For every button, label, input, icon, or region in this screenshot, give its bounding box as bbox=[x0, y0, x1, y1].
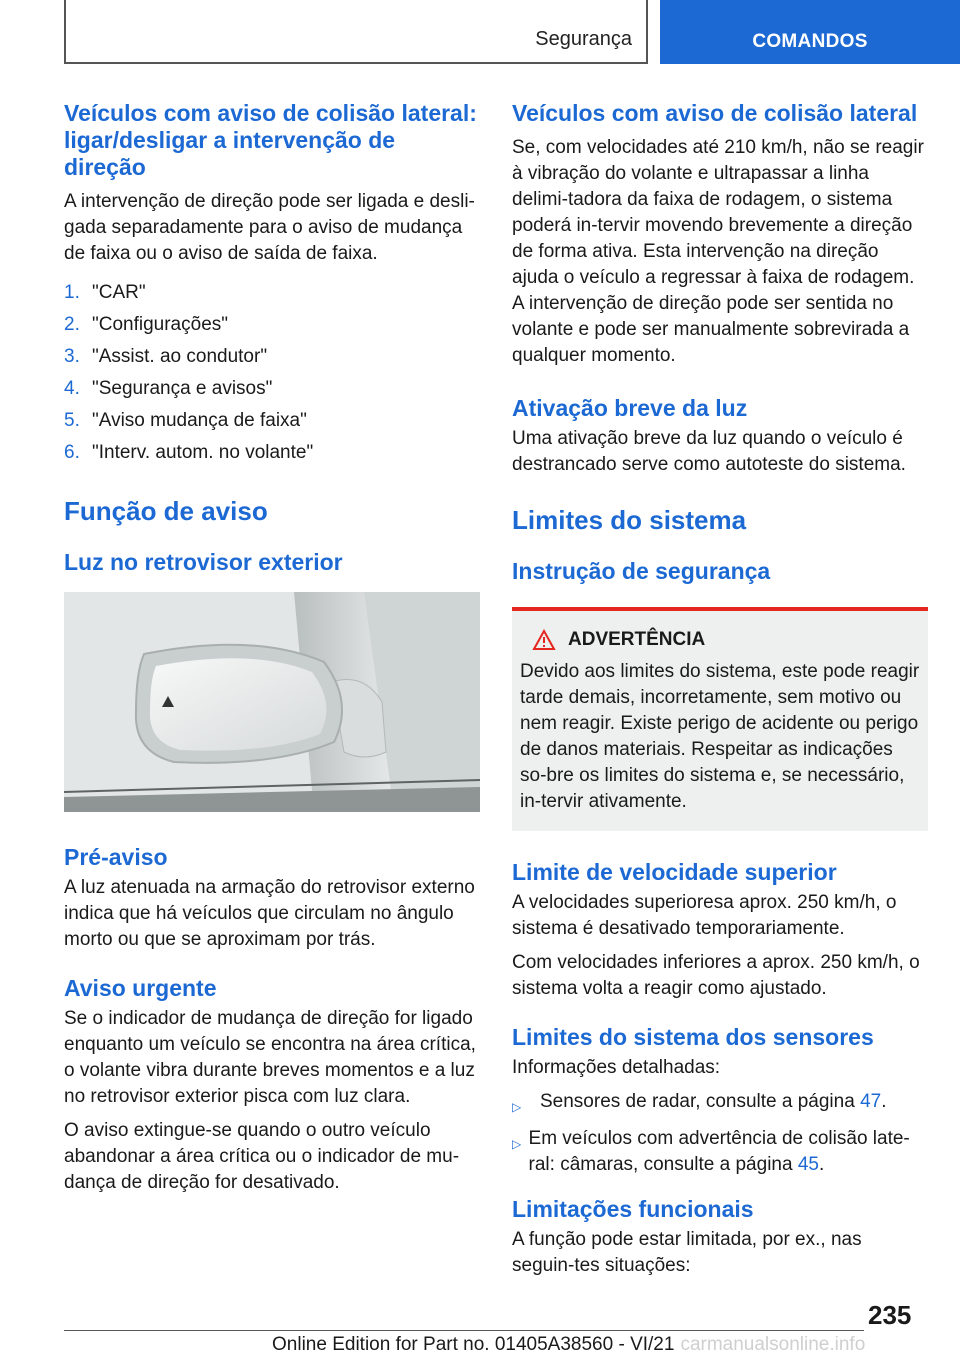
left-column bbox=[64, 100, 478, 1196]
warning-triangle-icon bbox=[532, 629, 556, 651]
heading-collision-warning: Veículos com aviso de colisão lateral bbox=[512, 100, 918, 126]
heading-speed-limit: Limite de velocidade superior bbox=[512, 859, 837, 885]
page-number: 235 bbox=[868, 1300, 912, 1330]
right-column bbox=[512, 100, 928, 1279]
heading-pre-warning: Pré-aviso bbox=[64, 844, 168, 870]
speed-limit-paragraph: A velocidades superioresa aprox. 250 km/h, o sistema é desativado temporariamente. bbox=[512, 892, 897, 939]
warning-box bbox=[512, 607, 928, 831]
light-activation-paragraph: Uma ativação breve da luz quando o veículo é destrancado serve como autoteste do sistema. bbox=[512, 428, 906, 475]
urgent-warning-paragraph: Se o indicador de mudança de direção for ligado enquanto um veículo se encontra na área crítica, o volante vibra durante breves momentos e a luz no retrovisor exterior pisca com luz clara. bbox=[64, 1008, 476, 1107]
section-title: Segurança bbox=[535, 28, 632, 50]
heading-functional-limits: Limitações funcionais bbox=[512, 1196, 754, 1222]
heading-lateral-intervention: Veículos com aviso de colisão lateral: ligar/desligar a intervenção de direção bbox=[64, 100, 477, 180]
heading-light-activation: Ativação breve da luz bbox=[512, 395, 748, 421]
header-left-frame bbox=[64, 0, 648, 64]
chapter-tab: COMANDOS bbox=[660, 0, 960, 64]
functional-limits-paragraph: A função pode estar limitada, por ex., nas seguin-tes situações: bbox=[512, 1229, 862, 1276]
list-item: 1. "CAR" bbox=[64, 282, 146, 303]
warning-title: ADVERTÊNCIA bbox=[520, 629, 920, 651]
pre-warning-paragraph: A luz atenuada na armação do retrovisor externo indica que há veículos que circulam no ângulo morto ou que se aproximam por trás. bbox=[64, 877, 475, 950]
side-mirror-image bbox=[64, 592, 480, 812]
heading-mirror-light: Luz no retrovisor exterior bbox=[64, 549, 343, 575]
list-item: 2. "Configurações" bbox=[64, 314, 229, 335]
steps-list bbox=[64, 277, 478, 469]
collision-paragraph: Se, com velocidades até 210 km/h, não se reagir à vibração do volante e ultrapassar a linha delimi-tadora da faixa de rodagem, o sistema poderá in-tervir movendo brevemente a direção de forma ativa. Esta intervenção na direção ajuda o veículo a regressar à faixa de rodagem. A intervenção de direção pode ser sentida no volante e pode ser manualmente sobrevirada a qualquer momento. bbox=[512, 137, 924, 366]
speed-limit-paragraph-2: Com velocidades inferiores a aprox. 250 km/h, o sistema volta a reagir como ajustado. bbox=[512, 952, 920, 999]
heading-system-limits: Limites do sistema bbox=[512, 505, 747, 535]
page-link-45[interactable]: 45 bbox=[797, 1154, 819, 1175]
list-item: 3. "Assist. ao condutor" bbox=[64, 346, 268, 367]
list-item: ▷ Em veículos com advertência de colisão late-ral: câmaras, consulte a página 45. bbox=[512, 1126, 928, 1178]
list-item: 4. "Segurança e avisos" bbox=[64, 378, 273, 399]
bullet-triangle-icon: ▷ bbox=[512, 1137, 522, 1151]
urgent-warning-paragraph-2: O aviso extingue-se quando o outro veículo abandonar a área crítica ou o indicador de mu-dança de direção for desativado. bbox=[64, 1120, 460, 1193]
footer-divider bbox=[64, 1330, 864, 1331]
bullet-triangle-icon: ▷ bbox=[512, 1100, 522, 1114]
list-item: 5. "Aviso mudança de faixa" bbox=[64, 410, 307, 431]
heading-warning-function: Função de aviso bbox=[64, 496, 268, 526]
heading-sensor-limits: Limites do sistema dos sensores bbox=[512, 1024, 874, 1050]
list-item: 6. "Interv. autom. no volante" bbox=[64, 442, 314, 463]
watermark: carmanualsonline.info bbox=[680, 1334, 866, 1355]
page-link-47[interactable]: 47 bbox=[860, 1091, 882, 1112]
heading-urgent-warning: Aviso urgente bbox=[64, 975, 217, 1001]
warning-text: Devido aos limites do sistema, este pode reagir tarde demais, incorretamente, sem motivo ou nem reagir. Existe perigo de acidente ou perigo de danos materiais. Respeitar as indicações so-bre os limites do sistema e, se necessário, in-tervir ativamente. bbox=[520, 661, 920, 812]
heading-safety-instruction: Instrução de segurança bbox=[512, 558, 771, 584]
sensor-bullets bbox=[512, 1089, 928, 1178]
sensor-limits-paragraph: Informações detalhadas: bbox=[512, 1057, 721, 1078]
mirror-illustration bbox=[64, 592, 480, 812]
footer-edition: Online Edition for Part no. 01405A38560 - VI/21 carmanualsonline.info bbox=[272, 1334, 866, 1355]
list-item: ▷ Sensores de radar, consulte a página 47. bbox=[512, 1089, 928, 1120]
intro-paragraph: A intervenção de direção pode ser ligada e desli-gada separadamente para o aviso de mudança de faixa ou o aviso de saída de faixa. bbox=[64, 191, 475, 264]
